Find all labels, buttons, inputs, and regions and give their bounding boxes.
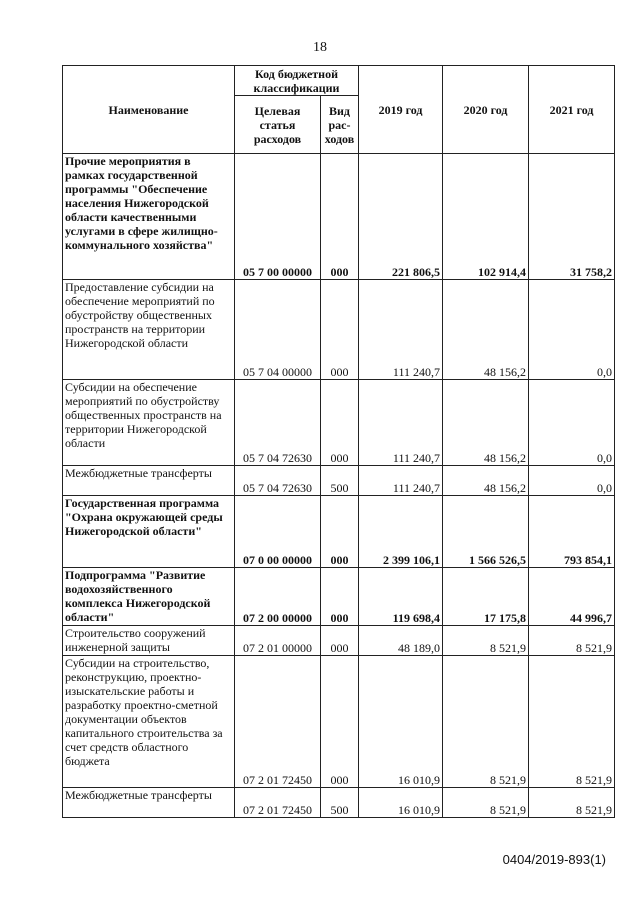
row-2019-cell: 221 806,5: [359, 154, 443, 280]
row-2019-cell: 111 240,7: [359, 380, 443, 466]
column-header-target: Целевая статья расходов: [235, 96, 321, 154]
row-2021-cell: 8 521,9: [529, 626, 615, 656]
table-body: [63, 154, 615, 818]
row-2021-cell: 8 521,9: [529, 788, 615, 818]
row-kind-cell: 000: [321, 280, 359, 380]
row-2020-cell: 8 521,9: [443, 656, 529, 788]
column-header-2020: 2020 год: [443, 66, 529, 154]
row-target-cell: 05 7 04 00000: [235, 280, 321, 380]
row-2021-cell: 0,0: [529, 380, 615, 466]
table-row: [63, 154, 615, 280]
row-name-cell: Прочие мероприятия в рамках государственной программы "Обеспечение населения Нижегородской области качественными услугами в сфере жилищно-коммунального хозяйства": [63, 154, 235, 280]
row-2019-cell: 2 399 106,1: [359, 496, 443, 568]
row-2020-cell: 17 175,8: [443, 568, 529, 626]
row-name-cell: Подпрограмма "Развитие водохозяйственного комплекса Нижегородской области": [63, 568, 235, 626]
row-2021-cell: 0,0: [529, 466, 615, 496]
row-target-cell: 07 2 01 72450: [235, 656, 321, 788]
row-name-cell: Субсидии на строительство, реконструкцию, проектно-изыскательские работы и разработку проектно-сметной документации объектов капитального строительства за счет средств областного бюджета: [63, 656, 235, 788]
row-kind-cell: 000: [321, 380, 359, 466]
table-row: [63, 626, 615, 656]
row-2019-cell: 16 010,9: [359, 788, 443, 818]
row-2019-cell: 111 240,7: [359, 280, 443, 380]
row-target-cell: 05 7 00 00000: [235, 154, 321, 280]
row-2020-cell: 48 156,2: [443, 466, 529, 496]
row-name-cell: Межбюджетные трансферты: [63, 788, 235, 818]
row-2020-cell: 48 156,2: [443, 280, 529, 380]
row-target-cell: 07 2 00 00000: [235, 568, 321, 626]
row-target-cell: 05 7 04 72630: [235, 380, 321, 466]
budget-table: [62, 65, 615, 818]
document-code: 0404/2019-893(1): [502, 852, 606, 867]
row-target-cell: 07 0 00 00000: [235, 496, 321, 568]
row-2021-cell: 8 521,9: [529, 656, 615, 788]
page-number: 18: [313, 40, 327, 55]
table-row: [63, 466, 615, 496]
row-target-cell: 07 2 01 72450: [235, 788, 321, 818]
column-header-code-group: Код бюджетной классификации: [235, 66, 359, 96]
row-name-cell: Межбюджетные трансферты: [63, 466, 235, 496]
row-name-cell: Предоставление субсидии на обеспечение мероприятий по обустройству общественных пространств на территории Нижегородской области: [63, 280, 235, 380]
row-2019-cell: 119 698,4: [359, 568, 443, 626]
column-header-2021: 2021 год: [529, 66, 615, 154]
row-2020-cell: 102 914,4: [443, 154, 529, 280]
row-kind-cell: 000: [321, 496, 359, 568]
row-2021-cell: 0,0: [529, 280, 615, 380]
row-2021-cell: 793 854,1: [529, 496, 615, 568]
table-row: [63, 380, 615, 466]
row-kind-cell: 000: [321, 568, 359, 626]
column-header-2019: 2019 год: [359, 66, 443, 154]
row-2019-cell: 111 240,7: [359, 466, 443, 496]
table-row: [63, 788, 615, 818]
table-row: [63, 280, 615, 380]
row-2021-cell: 44 996,7: [529, 568, 615, 626]
row-2019-cell: 16 010,9: [359, 656, 443, 788]
row-target-cell: 07 2 01 00000: [235, 626, 321, 656]
row-2020-cell: 1 566 526,5: [443, 496, 529, 568]
row-name-cell: Государственная программа "Охрана окружающей среды Нижегородской области": [63, 496, 235, 568]
table-row: [63, 656, 615, 788]
row-target-cell: 05 7 04 72630: [235, 466, 321, 496]
row-name-cell: Субсидии на обеспечение мероприятий по обустройству общественных пространств на территории Нижегородской области: [63, 380, 235, 466]
row-2019-cell: 48 189,0: [359, 626, 443, 656]
row-kind-cell: 000: [321, 656, 359, 788]
row-name-cell: Строительство сооружений инженерной защиты: [63, 626, 235, 656]
table-row: [63, 568, 615, 626]
row-kind-cell: 500: [321, 466, 359, 496]
row-2020-cell: 8 521,9: [443, 626, 529, 656]
row-kind-cell: 000: [321, 626, 359, 656]
row-kind-cell: 500: [321, 788, 359, 818]
row-2020-cell: 48 156,2: [443, 380, 529, 466]
table-row: [63, 496, 615, 568]
column-header-name: Наименование: [63, 66, 235, 154]
column-header-kind: Вид рас- ходов: [321, 96, 359, 154]
row-2021-cell: 31 758,2: [529, 154, 615, 280]
row-2020-cell: 8 521,9: [443, 788, 529, 818]
row-kind-cell: 000: [321, 154, 359, 280]
